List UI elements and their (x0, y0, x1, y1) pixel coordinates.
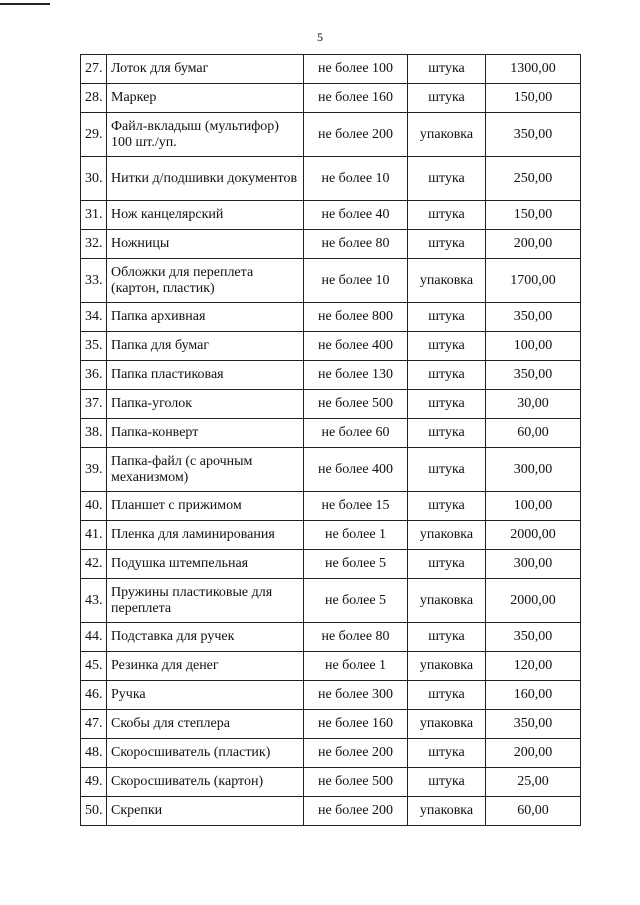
item-price: 100,00 (486, 492, 581, 521)
item-unit: штука (408, 55, 486, 84)
item-name: Скоросшиватель (пластик) (107, 739, 304, 768)
item-quantity: не более 80 (304, 623, 408, 652)
row-number: 42. (81, 550, 107, 579)
table-row (81, 390, 581, 419)
item-name: Ножницы (107, 230, 304, 259)
row-number: 36. (81, 361, 107, 390)
item-quantity: не более 500 (304, 390, 408, 419)
item-unit: упаковка (408, 521, 486, 550)
item-name: Папка пластиковая (107, 361, 304, 390)
items-table-body (81, 55, 581, 826)
item-price: 30,00 (486, 390, 581, 419)
item-name: Лоток для бумаг (107, 55, 304, 84)
row-number: 44. (81, 623, 107, 652)
item-price: 350,00 (486, 113, 581, 157)
item-quantity: не более 80 (304, 230, 408, 259)
item-name: Нож канцелярский (107, 201, 304, 230)
item-name: Подставка для ручек (107, 623, 304, 652)
item-unit: штука (408, 361, 486, 390)
item-quantity: не более 160 (304, 710, 408, 739)
item-name: Планшет с прижимом (107, 492, 304, 521)
table-row (81, 623, 581, 652)
table-row (81, 521, 581, 550)
item-name: Резинка для денег (107, 652, 304, 681)
item-unit: штука (408, 768, 486, 797)
item-name: Папка-уголок (107, 390, 304, 419)
item-price: 200,00 (486, 230, 581, 259)
item-name: Папка архивная (107, 303, 304, 332)
row-number: 46. (81, 681, 107, 710)
table-row (81, 361, 581, 390)
row-number: 45. (81, 652, 107, 681)
row-number: 47. (81, 710, 107, 739)
item-name: Скрепки (107, 797, 304, 826)
row-number: 32. (81, 230, 107, 259)
item-name: Скобы для степлера (107, 710, 304, 739)
table-row (81, 681, 581, 710)
item-unit: штука (408, 201, 486, 230)
item-unit: упаковка (408, 652, 486, 681)
item-unit: штука (408, 739, 486, 768)
item-unit: упаковка (408, 710, 486, 739)
item-price: 350,00 (486, 303, 581, 332)
item-price: 350,00 (486, 361, 581, 390)
item-quantity: не более 10 (304, 259, 408, 303)
table-row (81, 768, 581, 797)
item-price: 1700,00 (486, 259, 581, 303)
table-row (81, 579, 581, 623)
page-number: 5 (317, 30, 323, 44)
item-unit: штука (408, 623, 486, 652)
row-number: 35. (81, 332, 107, 361)
item-unit: штука (408, 681, 486, 710)
item-unit: штука (408, 550, 486, 579)
table-row (81, 113, 581, 157)
item-quantity: не более 200 (304, 739, 408, 768)
row-number: 49. (81, 768, 107, 797)
item-price: 200,00 (486, 739, 581, 768)
row-number: 34. (81, 303, 107, 332)
corner-mark (0, 3, 50, 5)
item-price: 150,00 (486, 84, 581, 113)
item-quantity: не более 300 (304, 681, 408, 710)
item-name: Пружины пластиковые для переплета (107, 579, 304, 623)
table-row (81, 201, 581, 230)
item-name: Обложки для переплета (картон, пластик) (107, 259, 304, 303)
table-row (81, 230, 581, 259)
item-name: Подушка штемпельная (107, 550, 304, 579)
item-quantity: не более 15 (304, 492, 408, 521)
item-price: 25,00 (486, 768, 581, 797)
row-number: 38. (81, 419, 107, 448)
item-price: 60,00 (486, 797, 581, 826)
item-unit: штука (408, 419, 486, 448)
table-row (81, 303, 581, 332)
item-name: Ручка (107, 681, 304, 710)
table-row (81, 550, 581, 579)
table-row (81, 419, 581, 448)
item-name: Пленка для ламинирования (107, 521, 304, 550)
item-quantity: не более 130 (304, 361, 408, 390)
table-row (81, 652, 581, 681)
item-name: Нитки д/подшивки документов (107, 157, 304, 201)
item-unit: штука (408, 303, 486, 332)
row-number: 39. (81, 448, 107, 492)
item-quantity: не более 200 (304, 797, 408, 826)
item-name: Папка для бумаг (107, 332, 304, 361)
item-unit: штука (408, 84, 486, 113)
item-unit: упаковка (408, 579, 486, 623)
table-row (81, 157, 581, 201)
item-quantity: не более 400 (304, 332, 408, 361)
item-price: 100,00 (486, 332, 581, 361)
item-quantity: не более 400 (304, 448, 408, 492)
row-number: 37. (81, 390, 107, 419)
item-price: 2000,00 (486, 579, 581, 623)
item-quantity: не более 500 (304, 768, 408, 797)
item-quantity: не более 10 (304, 157, 408, 201)
table-row (81, 448, 581, 492)
item-quantity: не более 5 (304, 550, 408, 579)
item-unit: штука (408, 448, 486, 492)
table-row (81, 710, 581, 739)
row-number: 48. (81, 739, 107, 768)
item-quantity: не более 1 (304, 521, 408, 550)
item-unit: штука (408, 332, 486, 361)
item-price: 300,00 (486, 550, 581, 579)
table-row (81, 84, 581, 113)
item-unit: упаковка (408, 113, 486, 157)
row-number: 43. (81, 579, 107, 623)
item-quantity: не более 200 (304, 113, 408, 157)
item-quantity: не более 40 (304, 201, 408, 230)
item-unit: штука (408, 390, 486, 419)
item-quantity: не более 60 (304, 419, 408, 448)
item-price: 350,00 (486, 623, 581, 652)
item-price: 2000,00 (486, 521, 581, 550)
item-quantity: не более 800 (304, 303, 408, 332)
row-number: 41. (81, 521, 107, 550)
item-price: 250,00 (486, 157, 581, 201)
row-number: 28. (81, 84, 107, 113)
table-row (81, 492, 581, 521)
item-name: Маркер (107, 84, 304, 113)
row-number: 33. (81, 259, 107, 303)
item-unit: штука (408, 157, 486, 201)
item-name: Скоросшиватель (картон) (107, 768, 304, 797)
table-row (81, 55, 581, 84)
row-number: 50. (81, 797, 107, 826)
item-price: 1300,00 (486, 55, 581, 84)
items-table (80, 54, 581, 826)
item-quantity: не более 5 (304, 579, 408, 623)
table-row (81, 332, 581, 361)
item-name: Файл-вкладыш (мультифор) 100 шт./уп. (107, 113, 304, 157)
table-row (81, 739, 581, 768)
row-number: 30. (81, 157, 107, 201)
row-number: 40. (81, 492, 107, 521)
item-price: 60,00 (486, 419, 581, 448)
item-price: 150,00 (486, 201, 581, 230)
item-price: 300,00 (486, 448, 581, 492)
item-price: 120,00 (486, 652, 581, 681)
table-row (81, 797, 581, 826)
item-quantity: не более 100 (304, 55, 408, 84)
item-quantity: не более 1 (304, 652, 408, 681)
item-unit: штука (408, 492, 486, 521)
item-unit: упаковка (408, 797, 486, 826)
row-number: 29. (81, 113, 107, 157)
item-name: Папка-конверт (107, 419, 304, 448)
table-row (81, 259, 581, 303)
item-price: 160,00 (486, 681, 581, 710)
row-number: 31. (81, 201, 107, 230)
item-name: Папка-файл (с арочным механизмом) (107, 448, 304, 492)
item-quantity: не более 160 (304, 84, 408, 113)
row-number: 27. (81, 55, 107, 84)
item-price: 350,00 (486, 710, 581, 739)
item-unit: упаковка (408, 259, 486, 303)
item-unit: штука (408, 230, 486, 259)
